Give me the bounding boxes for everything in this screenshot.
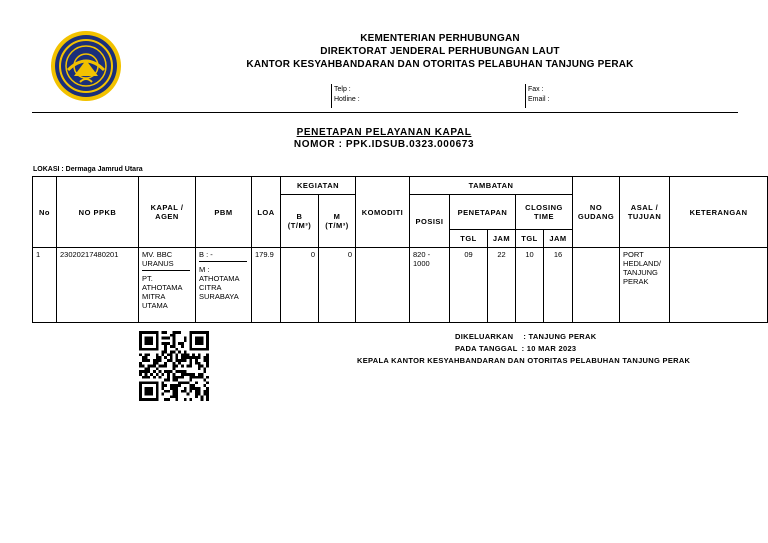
cell-loa: 179.9 — [252, 248, 281, 323]
col-closing-jam: JAM — [544, 230, 573, 248]
location-label: LOKASI : Dermaga Jamrud Utara — [33, 166, 143, 173]
contact-divider-left — [331, 84, 332, 108]
col-asal-tujuan: ASAL / TUJUAN — [620, 177, 670, 248]
cell-keterangan — [670, 248, 768, 323]
cell-divider — [199, 261, 247, 262]
signatory-title: KEPALA KANTOR KESYAHBANDARAN DAN OTORITAS PELABUHAN TANJUNG PERAK — [357, 356, 691, 365]
header-office: KANTOR KESYAHBANDARAN DAN OTORITAS PELABUHAN TANJUNG PERAK — [246, 59, 634, 70]
cell-penetapan-jam: 22 — [488, 248, 516, 323]
col-closing-time: CLOSING TIME — [516, 195, 573, 230]
fax-label: Fax : — [528, 86, 544, 93]
qr-code-icon — [139, 331, 209, 401]
header-ministry: KEMENTERIAN PERHUBUNGAN — [360, 33, 520, 44]
col-kapal-agen: KAPAL / AGEN — [139, 177, 196, 248]
col-no-gudang: NO GUDANG — [573, 177, 620, 248]
col-loa: LOA — [252, 177, 281, 248]
cell-posisi: 820 - 1000 — [410, 248, 450, 323]
cell-m: 0 — [319, 248, 356, 323]
col-posisi: POSISI — [410, 195, 450, 248]
col-m: M (T/M³) — [319, 195, 356, 248]
col-tambatan: TAMBATAN — [410, 177, 573, 195]
col-no-ppkb: NO PPKB — [57, 177, 139, 248]
issued-place: DIKELUARKAN : TANJUNG PERAK — [455, 332, 597, 341]
table-row — [33, 248, 768, 323]
document-number: NOMOR : PPK.IDSUB.0323.000673 — [293, 139, 475, 150]
pbm-b: B : - — [199, 250, 213, 259]
service-table — [32, 176, 768, 323]
cell-b: 0 — [281, 248, 319, 323]
document-title: PENETAPAN PELAYANAN KAPAL — [296, 127, 472, 138]
cell-pbm — [196, 248, 252, 323]
cell-no-ppkb: 23020217480201 — [57, 248, 139, 323]
hotline-label: Hotline : — [334, 96, 360, 103]
col-penetapan-jam: JAM — [488, 230, 516, 248]
cell-closing-jam: 16 — [544, 248, 573, 323]
header-directorate: DIREKTORAT JENDERAL PERHUBUNGAN LAUT — [320, 46, 560, 57]
email-label: Email : — [528, 96, 550, 103]
col-penetapan-tgl: TGL — [450, 230, 488, 248]
telp-label: Telp : — [334, 86, 351, 93]
ministry-logo-icon — [50, 30, 122, 102]
cell-asal-tujuan: PORT HEDLAND/ TANJUNG PERAK — [620, 248, 670, 323]
cell-no-gudang — [573, 248, 620, 323]
cell-penetapan-tgl: 09 — [450, 248, 488, 323]
contact-divider-right — [525, 84, 526, 108]
col-kegiatan: KEGIATAN — [281, 177, 356, 195]
cell-no: 1 — [33, 248, 57, 323]
cell-kapal-agen — [139, 248, 196, 323]
header-rule — [32, 112, 738, 113]
col-pbm: PBM — [196, 177, 252, 248]
cell-divider — [142, 270, 190, 271]
cell-closing-tgl: 10 — [516, 248, 544, 323]
agent-name: PT. ATHOTAMA MITRA UTAMA — [142, 274, 183, 310]
issued-date: PADA TANGGAL : 10 MAR 2023 — [455, 344, 577, 353]
col-komoditi: KOMODITI — [356, 177, 410, 248]
col-no: No — [33, 177, 57, 248]
pbm-m: M : ATHOTAMA CITRA SURABAYA — [199, 265, 240, 301]
col-closing-tgl: TGL — [516, 230, 544, 248]
cell-komoditi — [356, 248, 410, 323]
col-b: B (T/M³) — [281, 195, 319, 248]
col-keterangan: KETERANGAN — [670, 177, 768, 248]
vessel-name: MV. BBC URANUS — [142, 250, 174, 268]
col-penetapan: PENETAPAN — [450, 195, 516, 230]
